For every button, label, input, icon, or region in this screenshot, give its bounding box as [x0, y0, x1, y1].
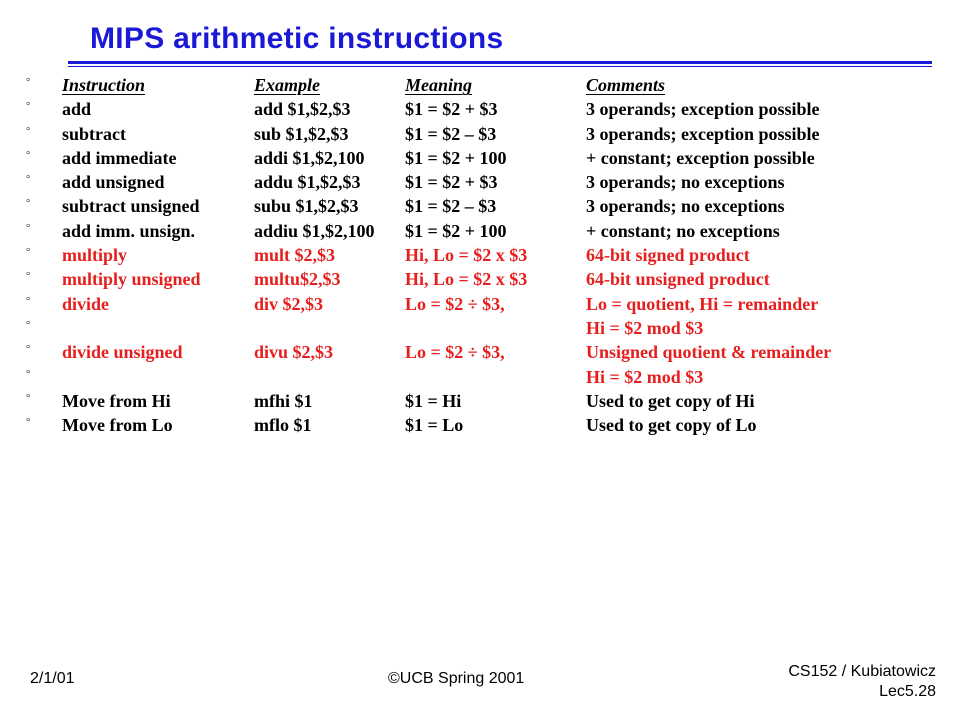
cell-meaning: $1 = $2 – $3: [405, 123, 497, 144]
cell-instruction: divide: [62, 293, 110, 314]
cell-comment: 3 operands; no exceptions: [586, 172, 785, 193]
cell-comment: 64-bit signed product: [586, 245, 750, 266]
cell-instruction: Move from Hi: [62, 390, 171, 411]
bullet-icon: °: [26, 76, 31, 88]
bullet-icon: °: [26, 197, 31, 210]
cell-example: mult $2,$3: [254, 245, 335, 266]
cell-instruction: Move from Lo: [62, 415, 173, 436]
bullet-icon: °: [26, 148, 31, 161]
bullet-icon: °: [26, 100, 31, 113]
cell-comment: Used to get copy of Hi: [586, 390, 755, 411]
cell-comment: Unsigned quotient & remainder: [586, 342, 832, 363]
cell-meaning: Hi, Lo = $2 x $3: [405, 269, 528, 290]
cell-comment: Lo = quotient, Hi = remainder: [586, 293, 819, 314]
bullet-icon: °: [26, 246, 31, 259]
bullet-icon: °: [26, 367, 31, 380]
title-rule-thin: [68, 66, 932, 67]
bullet-icon: °: [26, 270, 31, 283]
slide-title: MIPS arithmetic instructions: [90, 22, 504, 55]
title-rule-thick: [68, 61, 932, 64]
cell-comment: Used to get copy of Lo: [586, 415, 757, 436]
cell-example: subu $1,$2,$3: [254, 196, 359, 217]
header-example: Example: [254, 75, 320, 95]
cell-example: sub $1,$2,$3: [254, 123, 349, 144]
cell-instruction: subtract unsigned: [62, 196, 200, 217]
bullet-icon: °: [26, 294, 31, 307]
cell-meaning: $1 = $2 + 100: [405, 147, 507, 168]
bullet-icon: °: [26, 221, 31, 234]
cell-instruction: subtract: [62, 123, 126, 144]
footer-lecture: Lec5.28: [879, 683, 936, 700]
cell-comment: 3 operands; exception possible: [586, 123, 820, 144]
bullet-icon: °: [26, 391, 31, 404]
cell-example: addi $1,$2,100: [254, 147, 365, 168]
cell-instruction: add imm. unsign.: [62, 220, 196, 241]
bullet-icon: °: [26, 173, 31, 186]
cell-example: multu$2,$3: [254, 269, 341, 290]
cell-comment: + constant; exception possible: [586, 147, 815, 168]
bullet-icon: °: [26, 343, 31, 356]
cell-meaning: $1 = $2 + $3: [405, 172, 498, 193]
cell-meaning: Lo = $2 ÷ $3,: [405, 293, 505, 314]
cell-example: div $2,$3: [254, 293, 324, 314]
cell-meaning: $1 = $2 + 100: [405, 220, 507, 241]
cell-example: addiu $1,$2,100: [254, 220, 375, 241]
cell-example: mfhi $1: [254, 390, 313, 411]
cell-instruction: add immediate: [62, 147, 177, 168]
header-instruction: Instruction: [62, 75, 146, 95]
cell-instruction: multiply unsigned: [62, 269, 201, 290]
bullet-icon: °: [26, 318, 31, 331]
cell-comment: 3 operands; no exceptions: [586, 196, 785, 217]
cell-comment: + constant; no exceptions: [586, 220, 780, 241]
footer-course: [770, 662, 936, 702]
footer-date: 2/1/01: [30, 670, 75, 687]
cell-comment: Hi = $2 mod $3: [586, 317, 704, 338]
cell-meaning: $1 = $2 – $3: [405, 196, 497, 217]
cell-meaning: $1 = Hi: [405, 390, 462, 411]
cell-meaning: $1 = $2 + $3: [405, 99, 498, 120]
cell-instruction: add unsigned: [62, 172, 165, 193]
cell-comment: 64-bit unsigned product: [586, 269, 770, 290]
cell-comment: 3 operands; exception possible: [586, 99, 820, 120]
cell-meaning: Lo = $2 ÷ $3,: [405, 342, 505, 363]
cell-instruction: add: [62, 99, 92, 120]
cell-comment: Hi = $2 mod $3: [586, 366, 704, 387]
cell-instruction: multiply: [62, 245, 128, 266]
cell-meaning: Hi, Lo = $2 x $3: [405, 245, 528, 266]
footer-course-name: CS152 / Kubiatowicz: [788, 663, 936, 680]
cell-example: mflo $1: [254, 415, 312, 436]
cell-example: add $1,$2,$3: [254, 99, 351, 120]
cell-example: addu $1,$2,$3: [254, 172, 361, 193]
cell-example: divu $2,$3: [254, 342, 334, 363]
footer-copyright: ©UCB Spring 2001: [388, 670, 525, 687]
header-meaning: Meaning: [405, 75, 473, 95]
cell-meaning: $1 = Lo: [405, 415, 464, 436]
cell-instruction: divide unsigned: [62, 342, 183, 363]
bullet-icon: °: [26, 416, 31, 429]
bullet-icon: °: [26, 124, 31, 137]
header-comments: Comments: [586, 75, 666, 95]
